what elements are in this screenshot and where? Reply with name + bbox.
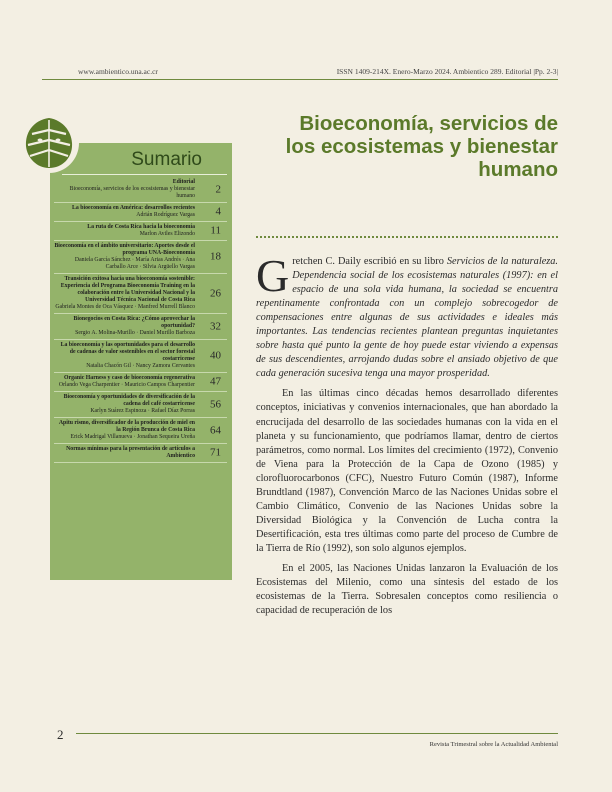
toc-item-title: Editorial: [172, 179, 195, 185]
toc-item-page: 47: [210, 375, 221, 388]
toc-item[interactable]: [54, 203, 227, 222]
toc-item[interactable]: [54, 274, 227, 314]
toc-item-authors: Sergio A. Molina-Murillo · Daniel Murillo Barboza: [75, 330, 195, 336]
toc-item-title: La ruta de Costa Rica hacia la bioeconomía: [87, 224, 195, 230]
paragraph-1: [256, 250, 558, 381]
toc-item-title: Apitu rismo, diversificador de la producción de miel en la Región Brunca de Costa Rica: [58, 420, 195, 433]
sumario-divider: [62, 174, 227, 175]
toc-item[interactable]: [54, 241, 227, 274]
toc-item-title: Organic Harness y caso de bioeconomía regenerativa: [64, 375, 195, 381]
header-issn: ISSN 1409-214X. Enero-Marzo 2024. Ambientico 289. Editorial |Pp. 2-3|: [336, 67, 558, 76]
toc-item-page: 64: [210, 424, 221, 436]
toc-item-title: Normas mínimas para la presentación de artículos a Ambientico: [66, 446, 195, 459]
toc-item[interactable]: [54, 418, 227, 444]
toc-item-title: La bioeconomía en América: desarrollos recientes: [72, 205, 195, 211]
toc-item-authors: Daniela García Sánchez · María Arias Andrés · Ana Carballo Arce · Silvia Argüello Vargas: [74, 257, 195, 270]
toc-item-page: 2: [215, 183, 221, 195]
toc-item[interactable]: [54, 340, 227, 373]
toc-item[interactable]: [54, 373, 227, 392]
toc-item[interactable]: [54, 444, 227, 463]
paragraph-1-italic: Servicios de la naturaleza. Dependencia social de los ecosistemas naturales (1997): en el espacio de una sola vida humana, la sociedad se encuentra repentinamente confrontada con un complejo sobrecogedor de compensaciones entre algunas de sus actividades e ideales más importantes. Las tendencias recientes plantean preguntas inquietantes sobre hasta qué punto la gente de hoy puede estar viviendo a expensas de sus descendientes, arrojando dudas sobre el ansiado objetivo de que cada generación sucesiva tenga una mayor prosperidad.: [256, 256, 558, 380]
toc-item-authors: Bioeconomía, servicios de los ecosistemas y bienestar humano: [69, 186, 195, 199]
toc-item[interactable]: [54, 392, 227, 418]
toc-item-title: La bioeconomía y las oportunidades para el desarrollo de cadenas de valor sostenibles en el sector forestal costarricense: [60, 342, 195, 362]
toc-item-authors: Natalia Chacón Gil · Nancy Zamora Cervantes: [86, 363, 195, 369]
header-rule: [42, 79, 558, 80]
paragraph-2: En las últimas cinco décadas hemos desarrollado diferentes conceptos, iniciativas y convenios internacionales, que han abordado la encrucijada del desarrollo de las sociedades humanas con la vida en el planeta y su funcionamiento, que podríamos llamar, dentro de ciertos parámetros, como normal. Los límites del crecimiento (1972), Convenio de Viena para la Protección de la Capa de Ozono (1985) y clorofluorocarbonos (CFC), Nuestro Futuro Común (1987), Informe Brundtland (1987), Convención Marco de las Naciones Unidas sobre el Cambio Climático, Convenio de las Naciones Unidas sobre la Diversidad Biológica y la Convención de Lucha contra la Desertificación, esta tres últimas como parte del proceso de Cumbre de la Tierra de Río (1992), son solo algunos ejemplos.: [256, 388, 558, 554]
toc-item-authors: Gabriela Montes de Oca Vásquez · Manfred Murrell Blanco: [55, 304, 195, 310]
toc-item-page: 40: [210, 349, 221, 362]
toc-item[interactable]: [54, 314, 227, 340]
toc-item-authors: Erick Madrigal Villanueva · Jonathan Sequeira Ureña: [70, 434, 195, 440]
title-dotted-rule: [256, 236, 558, 238]
toc-item-page: 71: [210, 446, 221, 459]
drop-cap: G: [256, 250, 290, 301]
paragraph-1-upright: retchen C. Daily escribió en su libro: [292, 256, 444, 267]
footer-rule: [76, 733, 558, 734]
toc-item[interactable]: [54, 177, 227, 203]
toc-item-title: Bioeconomía en el ámbito universitario: Aportes desde el programa UNA-Bioeconomía: [54, 243, 195, 256]
toc-item-authors: Adrián Rodríguez Vargas: [136, 212, 195, 218]
paragraph-3: En el 2005, las Naciones Unidas lanzaron la Evaluación de los Ecosistemas del Milenio, como una síntesis del estado de los ecosistemas de la Tierra. Sobresalen conceptos como resiliencia o capacidad de recuperación de los: [256, 562, 558, 617]
article-body: [256, 250, 558, 624]
toc-item-page: 11: [210, 224, 221, 237]
sumario-box: [50, 143, 232, 580]
toc-item-title: Transición exitosa hacia una bioeconomía sostenible: Experiencia del Programa Bioeconomía Training en la colaboración entre la Universidad Nacional y la Universidad Técnica Nacional de Costa Rica: [60, 276, 195, 303]
toc-item-page: 4: [215, 205, 221, 218]
toc-item-authors: Marlon Aviles Elizondo: [139, 231, 195, 237]
footer-journal: Revista Trimestral sobre la Actualidad Ambiental: [429, 741, 558, 748]
toc-item-title: Bioeconomía y oportunidades de diversificación de la cadena del café costarricense: [63, 394, 195, 407]
monstera-leaf-icon: [18, 112, 80, 174]
toc-item-page: 56: [210, 398, 221, 410]
toc-item-title: Bionegocios en Costa Rica: ¿Cómo aprovechar la oportunidad?: [73, 316, 195, 329]
toc-item-page: 32: [210, 320, 221, 332]
sumario-title: Sumario: [131, 149, 202, 170]
toc-item-authors: Orlando Vega Charpentier · Mauricio Campos Charpentier: [58, 382, 195, 388]
toc-item-page: 26: [210, 287, 221, 299]
toc-item-page: 18: [210, 250, 221, 263]
toc-list: [54, 177, 227, 463]
header-website: www.ambientico.una.ac.cr: [78, 67, 158, 76]
toc-item-authors: Karlyn Suárez Espinoza · Rafael Díaz Porras: [90, 408, 195, 414]
article-title: Bioeconomía, servicios de los ecosistemas y bienestar humano: [285, 112, 558, 181]
page-number: 2: [57, 727, 64, 742]
toc-item[interactable]: [54, 222, 227, 241]
